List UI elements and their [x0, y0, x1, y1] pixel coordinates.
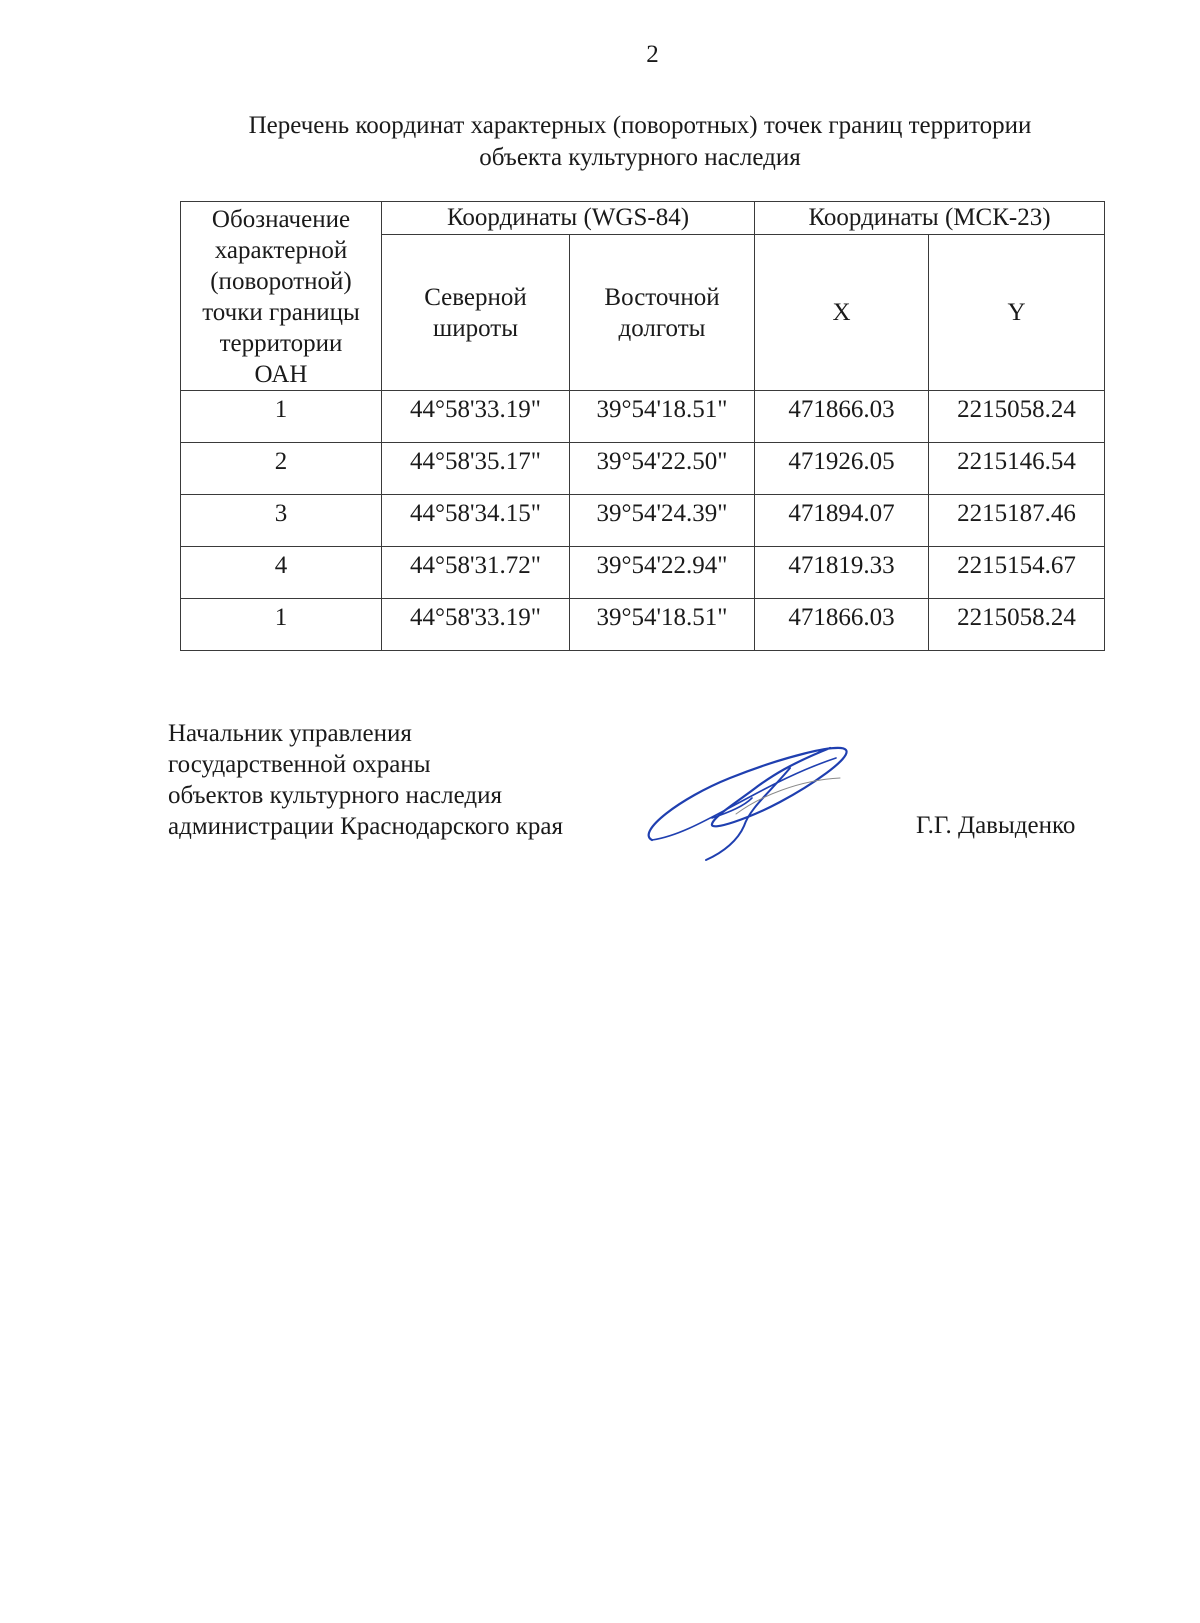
cell-y: 2215058.24: [929, 599, 1105, 651]
cell-longitude: 39°54'24.39": [570, 495, 755, 547]
header-designation-line: территории: [219, 330, 343, 357]
header-designation-line: точки границы: [202, 299, 360, 326]
cell-latitude: 44°58'33.19": [382, 391, 570, 443]
header-north-latitude: [382, 235, 570, 391]
table-row: [181, 547, 1105, 599]
signatory-position-line: объектов культурного наследия: [168, 782, 502, 809]
header-y: Y: [929, 235, 1105, 391]
header-designation-line: Обозначение: [211, 206, 351, 233]
header-east-longitude: [570, 235, 755, 391]
cell-longitude: 39°54'18.51": [570, 391, 755, 443]
header-designation-line: (поворотной): [210, 268, 352, 295]
table-row: [181, 599, 1105, 651]
cell-latitude: 44°58'34.15": [382, 495, 570, 547]
signatory-position: [168, 718, 563, 842]
cell-y: 2215187.46: [929, 495, 1105, 547]
cell-y: 2215146.54: [929, 443, 1105, 495]
header-east-longitude-line: Восточной: [604, 283, 720, 311]
cell-latitude: 44°58'33.19": [382, 599, 570, 651]
signatory-position-line: администрации Краснодарского края: [168, 813, 564, 840]
cell-longitude: 39°54'18.51": [570, 599, 755, 651]
cell-longitude: 39°54'22.50": [570, 443, 755, 495]
cell-x: 471866.03: [755, 599, 929, 651]
header-north-latitude-line: Северной: [424, 283, 527, 311]
header-east-longitude-line: долготы: [618, 314, 706, 342]
cell-x: 471926.05: [755, 443, 929, 495]
header-wgs84-group: Координаты (WGS-84): [382, 202, 755, 235]
cell-y: 2215058.24: [929, 391, 1105, 443]
cell-latitude: 44°58'35.17": [382, 443, 570, 495]
header-point-designation: [181, 202, 382, 391]
cell-latitude: 44°58'31.72": [382, 547, 570, 599]
cell-point: 2: [181, 443, 382, 495]
page-number: 2: [646, 41, 659, 68]
header-designation-line: ОАН: [254, 361, 308, 388]
header-north-latitude-line: широты: [432, 314, 519, 342]
cell-point: 3: [181, 495, 382, 547]
cell-point: 1: [181, 391, 382, 443]
signatory-position-line: государственной охраны: [168, 751, 431, 778]
document-title: [180, 110, 1100, 174]
table-row: [181, 495, 1105, 547]
cell-point: 1: [181, 599, 382, 651]
header-x: X: [755, 235, 929, 391]
signatory-name: Г.Г. Давыденко: [916, 812, 1076, 839]
coordinates-table: [180, 201, 1105, 651]
handwritten-signature: [640, 740, 870, 880]
cell-x: 471819.33: [755, 547, 929, 599]
header-designation-line: характерной: [214, 237, 348, 264]
signatory-position-line: Начальник управления: [168, 720, 412, 747]
cell-x: 471866.03: [755, 391, 929, 443]
table-row: [181, 443, 1105, 495]
cell-longitude: 39°54'22.94": [570, 547, 755, 599]
table-row: [181, 391, 1105, 443]
cell-y: 2215154.67: [929, 547, 1105, 599]
header-msk23-group: Координаты (МСК-23): [755, 202, 1105, 235]
cell-point: 4: [181, 547, 382, 599]
cell-x: 471894.07: [755, 495, 929, 547]
document-title-line-1: Перечень координат характерных (поворотных) точек границ территории: [248, 112, 1032, 139]
table-header-row-groups: [181, 202, 1105, 235]
document-title-line-2: объекта культурного наследия: [479, 144, 801, 171]
